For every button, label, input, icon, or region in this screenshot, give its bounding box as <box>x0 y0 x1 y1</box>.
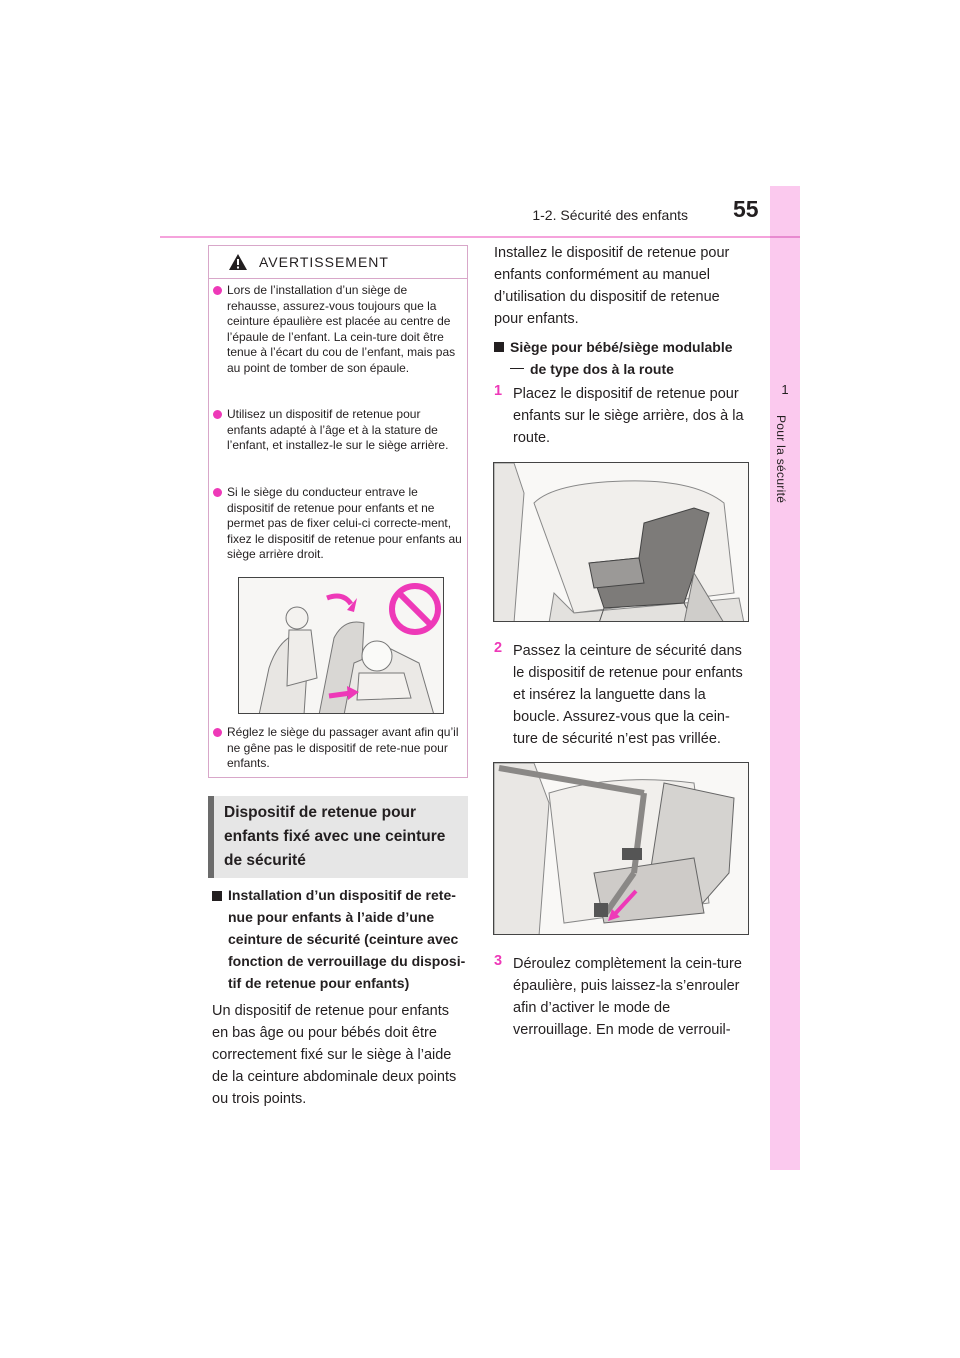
bullet-icon <box>213 488 222 497</box>
side-tab-number: 1 <box>781 382 789 397</box>
side-tab-label-wrap <box>770 415 800 535</box>
step-number: 2 <box>494 640 503 656</box>
step-number: 3 <box>494 953 503 969</box>
step-text: Passez la ceinture de sécurité dans le dispositif de retenue pour enfants et insérez la languette dans la boucle. Assurez-vous que la cein-ture de sécurité n’est pas vrillée. <box>513 643 743 747</box>
left-paragraph: Un dispositif de retenue pour enfants en bas âge ou pour bébés doit être correctement fixé sur le siège à l’aide de la ceinture abdominale deux points ou trois points. <box>212 1003 457 1107</box>
right-intro: Installez le dispositif de retenue pour enfants conformément au manuel d’utilisation du dispositif de retenue pour enfants. <box>494 245 730 327</box>
warning-item: Si le siège du conducteur entrave le dispositif de retenue pour enfants et ne permet pas de fixer celui-ci correcte-ment, fixez le dispositif de retenue pour enfants au siège arrière droit. <box>213 485 463 563</box>
section-box <box>208 796 468 878</box>
warning-header <box>209 246 467 279</box>
warning-item: Réglez le siège du passager avant afin qu’il ne gêne pas le dispositif de rete-nue pour enfants. <box>213 725 463 772</box>
step-2-illustration <box>493 762 749 935</box>
right-subheading-line2: de type dos à la route <box>530 361 674 377</box>
warning-title: AVERTISSEMENT <box>259 254 389 270</box>
side-tab-label: Pour la sécurité <box>774 415 788 504</box>
step-text: Placez le dispositif de retenue pour enfants sur le siège arrière, dos à la route. <box>513 386 744 446</box>
bullet-icon <box>213 286 222 295</box>
section-box-title: Dispositif de retenue pour enfants fixé avec une ceinture de sécurité <box>224 804 446 869</box>
right-subheading-line1: Siège pour bébé/siège modulable <box>510 339 733 355</box>
warning-item: Lors de l’installation d’un siège de rehausse, assurez-vous toujours que la ceinture épaulière est placée au centre de l’épaule de l’enfant. La cein-ture doit être tenue à l’écart du cou de l’enfant, mais pas au point de tomber de son épaule. <box>213 283 463 376</box>
section-header: 1-2. Sécurité des enfants <box>532 207 688 223</box>
bullet-icon <box>213 728 222 737</box>
warning-item: Utilisez un dispositif de retenue pour enfants adapté à l’âge et à la stature de l’enfant, et installez-le sur le siège arrière. <box>213 407 463 454</box>
warning-box <box>208 245 468 778</box>
dash-rule <box>510 368 524 369</box>
warning-illustration <box>238 577 444 714</box>
side-tab <box>770 186 800 1170</box>
square-bullet-icon <box>494 342 504 352</box>
header-rule-tab <box>770 236 800 238</box>
warning-icon <box>229 254 247 270</box>
step-number: 1 <box>494 383 503 399</box>
page-number: 55 <box>733 196 759 222</box>
square-bullet-icon <box>212 891 222 901</box>
header-rule <box>160 236 770 238</box>
left-subheading: Installation d’un dispositif de rete-nue pour enfants à l’aide d’une ceinture de sécurité (ceinture avec fonction de verrouillage du disposi-tif de retenue pour enfants) <box>228 887 466 991</box>
section-box-bar <box>208 796 214 878</box>
bullet-icon <box>213 410 222 419</box>
step-text: Déroulez complètement la cein-ture épaulière, puis laissez-la s’enrouler afin d’activer le mode de verrouillage. En mode de verrouil- <box>513 956 742 1038</box>
step-1-illustration <box>493 462 749 622</box>
